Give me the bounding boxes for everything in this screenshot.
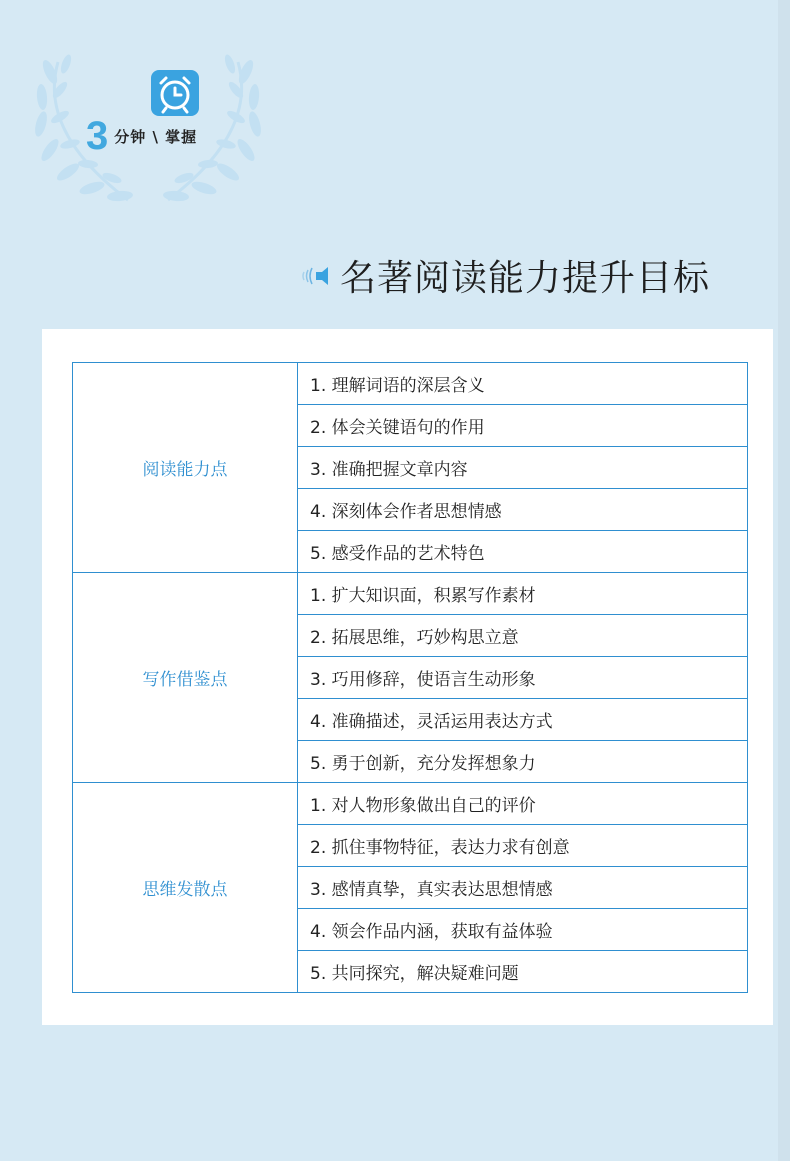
alarm-clock-icon [149,70,201,116]
goals-card [42,329,773,1025]
goal-item: 5. 共同探究，解决疑难问题 [298,951,748,993]
page-edge [778,0,790,1161]
goal-item: 1. 对人物形象做出自己的评价 [298,783,748,825]
page-title: 名著阅读能力提升目标 [340,258,711,299]
goal-item: 1. 扩大知识面，积累写作素材 [298,573,748,615]
category-cell: 阅读能力点 [73,363,298,573]
laurel-badge [28,22,268,212]
category-cell: 写作借鉴点 [73,573,298,783]
goal-item: 1. 理解词语的深层含义 [298,363,748,405]
table-row [73,363,748,405]
goal-item: 4. 深刻体会作者思想情感 [298,489,748,531]
goal-item: 2. 体会关键语句的作用 [298,405,748,447]
goal-item: 3. 巧用修辞，使语言生动形象 [298,657,748,699]
goal-item: 2. 抓住事物特征，表达力求有创意 [298,825,748,867]
category-cell: 思维发散点 [73,783,298,993]
badge-text [86,116,266,156]
goal-item: 2. 拓展思维，巧妙构思立意 [298,615,748,657]
badge-number: 3 [86,114,109,158]
goal-item: 3. 感情真挚，真实表达思想情感 [298,867,748,909]
goal-item: 3. 准确把握文章内容 [298,447,748,489]
badge-label: 分钟 \ 掌握 [114,127,198,146]
speaker-icon [300,259,334,293]
goal-item: 4. 准确描述，灵活运用表达方式 [298,699,748,741]
goal-item: 4. 领会作品内涵，获取有益体验 [298,909,748,951]
table-row [73,783,748,825]
goal-item: 5. 勇于创新，充分发挥想象力 [298,741,748,783]
goal-item: 5. 感受作品的艺术特色 [298,531,748,573]
title-block [300,250,710,301]
table-row [73,573,748,615]
goals-table [72,362,748,993]
